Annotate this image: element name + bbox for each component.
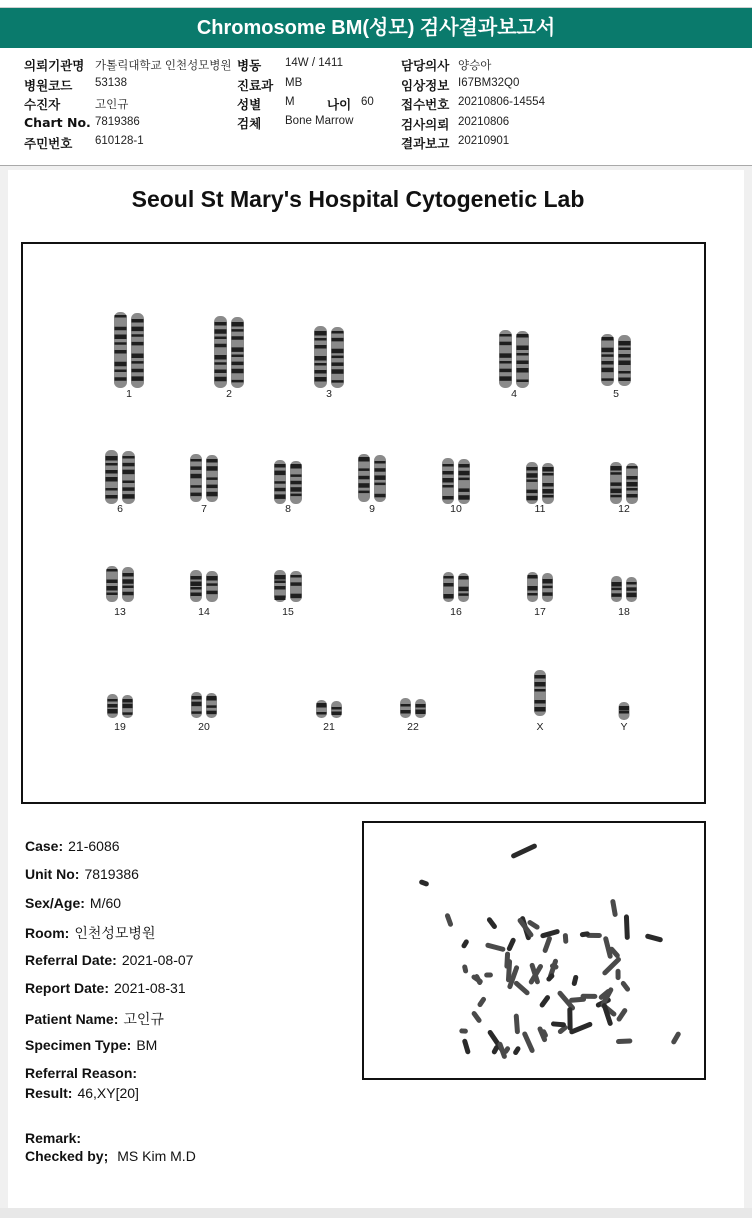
chromosome-pair-7	[190, 454, 218, 502]
chromosome-pair-19	[107, 694, 133, 718]
chromosome-pair-21	[316, 700, 342, 718]
field-room-label: Room:	[25, 925, 70, 941]
chromosome-label-6: 6	[117, 503, 123, 515]
info-value-test-request: 20210806	[458, 116, 510, 128]
field-sex-age-value: M/60	[89, 895, 122, 911]
info-label-chart-no: Chart No.	[24, 115, 91, 130]
chromosome-label-16: 16	[450, 606, 462, 618]
chromosome-label-20: 20	[198, 721, 210, 733]
info-label-hospital-code: 병원코드	[24, 78, 73, 93]
field-referral-reason-label: Referral Reason:	[25, 1065, 138, 1081]
chromosome-label-7: 7	[201, 503, 207, 515]
chromosome-pair-Y	[619, 702, 630, 720]
chromosome-pair-20	[191, 692, 217, 718]
info-label-specimen: 검체	[237, 116, 262, 131]
info-value-doctor: 양승아	[458, 60, 492, 72]
info-label-ward: 병동	[237, 58, 262, 73]
field-specimen-type	[25, 1037, 157, 1053]
chromosome-pair-4	[499, 330, 529, 388]
info-label-patient: 수진자	[24, 97, 61, 112]
field-remark-label: Remark:	[25, 1130, 82, 1146]
info-label-resident-no: 주민번호	[24, 136, 73, 151]
metaphase-panel	[362, 821, 706, 1080]
chromosome-label-8: 8	[285, 503, 291, 515]
info-value-receipt-no: 20210806-14554	[458, 96, 545, 108]
info-label-age: 나이	[327, 97, 352, 112]
chromosome-pair-14	[190, 570, 218, 602]
chromosome-pair-1	[114, 312, 144, 388]
field-specimen-type-value: BM	[136, 1037, 158, 1053]
info-value-age: 60	[361, 96, 374, 108]
field-room	[25, 923, 155, 943]
field-specimen-type-label: Specimen Type:	[25, 1037, 132, 1053]
chromosome-pair-13	[106, 566, 134, 602]
chromosome-pair-17	[527, 572, 553, 602]
chromosome-label-13: 13	[114, 606, 126, 618]
lab-title: Seoul St Mary's Hospital Cytogenetic Lab	[131, 186, 585, 212]
field-referral-date-value: 2021-08-07	[121, 952, 194, 968]
info-value-result-report: 20210901	[458, 135, 510, 147]
field-result-label: Result:	[25, 1085, 73, 1101]
window-bottom-edge	[0, 1208, 752, 1218]
field-unit-no	[25, 866, 139, 882]
chromosome-pair-6	[105, 450, 135, 504]
chromosome-pair-18	[611, 576, 637, 602]
info-label-department: 진료과	[237, 78, 274, 93]
info-value-sex: M	[285, 96, 295, 108]
chromosome-label-17: 17	[534, 606, 546, 618]
field-unit-no-label: Unit No:	[25, 866, 80, 882]
field-checked-by	[25, 1148, 196, 1164]
field-sex-age	[25, 895, 121, 911]
patient-info-panel	[0, 48, 752, 166]
field-referral-reason	[25, 1065, 142, 1081]
chromosome-label-X: X	[536, 721, 544, 733]
chromosome-label-10: 10	[450, 503, 462, 515]
chromosome-pair-15	[274, 570, 302, 602]
field-case-value: 21-6086	[68, 838, 120, 854]
info-value-hospital-code: 53138	[95, 77, 127, 89]
field-room-value: 인천성모병원	[74, 925, 156, 941]
field-referral-date-label: Referral Date:	[25, 952, 117, 968]
field-checked-by-label: Checked by;	[25, 1148, 109, 1164]
field-report-date-label: Report Date:	[25, 980, 110, 996]
info-label-clinical-info: 임상정보	[401, 78, 450, 93]
chromosome-label-11: 11	[534, 503, 546, 515]
info-label-sex: 성별	[237, 97, 262, 112]
chromosome-label-18: 18	[618, 606, 630, 618]
field-patient-name-value: 고인규	[123, 1011, 164, 1027]
chromosome-pair-11	[526, 462, 554, 504]
info-value-patient: 고인규	[95, 99, 129, 111]
chromosome-pair-3	[314, 326, 344, 388]
info-label-institution: 의뢰기관명	[24, 58, 85, 73]
info-label-result-report: 결과보고	[401, 136, 450, 151]
info-label-test-request: 검사의뢰	[401, 117, 450, 132]
chromosome-label-21: 21	[323, 721, 335, 733]
info-value-department: MB	[285, 77, 303, 89]
metaphase-image	[364, 823, 704, 1078]
info-value-specimen: Bone Marrow	[285, 115, 354, 127]
field-patient-name-label: Patient Name:	[25, 1011, 119, 1027]
field-report-date-value: 2021-08-31	[114, 980, 186, 996]
field-referral-date	[25, 952, 193, 968]
field-checked-by-value: MS Kim M.D	[117, 1148, 196, 1164]
chromosome-pair-X	[534, 670, 546, 716]
info-value-institution: 가톨릭대학교 인천성모병원	[95, 60, 232, 72]
chromosome-label-5: 5	[613, 388, 619, 400]
chromosome-pair-10	[442, 458, 470, 504]
chromosome-pair-9	[358, 454, 386, 502]
chromosome-label-1: 1	[126, 388, 132, 400]
chromosome-label-14: 14	[198, 606, 210, 618]
info-label-receipt-no: 접수번호	[401, 97, 450, 112]
field-patient-name	[25, 1009, 164, 1029]
report-title: Chromosome BM(성모) 검사결과보고서	[0, 8, 752, 48]
window-top-edge	[0, 0, 752, 8]
karyotype-image	[23, 244, 704, 802]
chromosome-label-19: 19	[114, 721, 126, 733]
chromosome-label-4: 4	[511, 388, 517, 400]
karyotype-panel	[21, 242, 706, 804]
chromosome-pair-12	[610, 462, 638, 504]
metaphase-chromosomes	[418, 843, 681, 1060]
chromosome-pair-2	[214, 316, 244, 388]
chromosome-pair-16	[443, 572, 469, 602]
info-value-resident-no: 610128-1	[95, 135, 144, 147]
field-report-date	[25, 980, 186, 996]
field-result	[25, 1085, 139, 1101]
field-sex-age-label: Sex/Age:	[25, 895, 85, 911]
field-remark	[25, 1130, 86, 1146]
field-case-label: Case:	[25, 838, 64, 854]
report-sheet	[8, 170, 744, 1208]
chromosome-label-15: 15	[282, 606, 294, 618]
field-case	[25, 838, 120, 854]
chromosome-pair-22	[400, 698, 426, 718]
info-label-doctor: 담당의사	[401, 58, 450, 73]
info-value-clinical-info: I67BM32Q0	[458, 77, 520, 89]
info-value-chart-no: 7819386	[95, 116, 140, 128]
chromosome-label-Y: Y	[620, 721, 628, 733]
field-unit-no-value: 7819386	[84, 866, 139, 882]
chromosome-label-9: 9	[369, 503, 375, 515]
chromosome-label-12: 12	[618, 503, 630, 515]
info-value-ward: 14W / 1411	[285, 57, 343, 69]
chromosome-label-22: 22	[407, 721, 419, 733]
chromosome-pair-5	[601, 334, 631, 386]
field-result-value: 46,XY[20]	[77, 1085, 139, 1101]
chromosome-label-3: 3	[326, 388, 332, 400]
chromosome-pair-8	[274, 460, 302, 504]
chromosome-label-2: 2	[226, 388, 232, 400]
